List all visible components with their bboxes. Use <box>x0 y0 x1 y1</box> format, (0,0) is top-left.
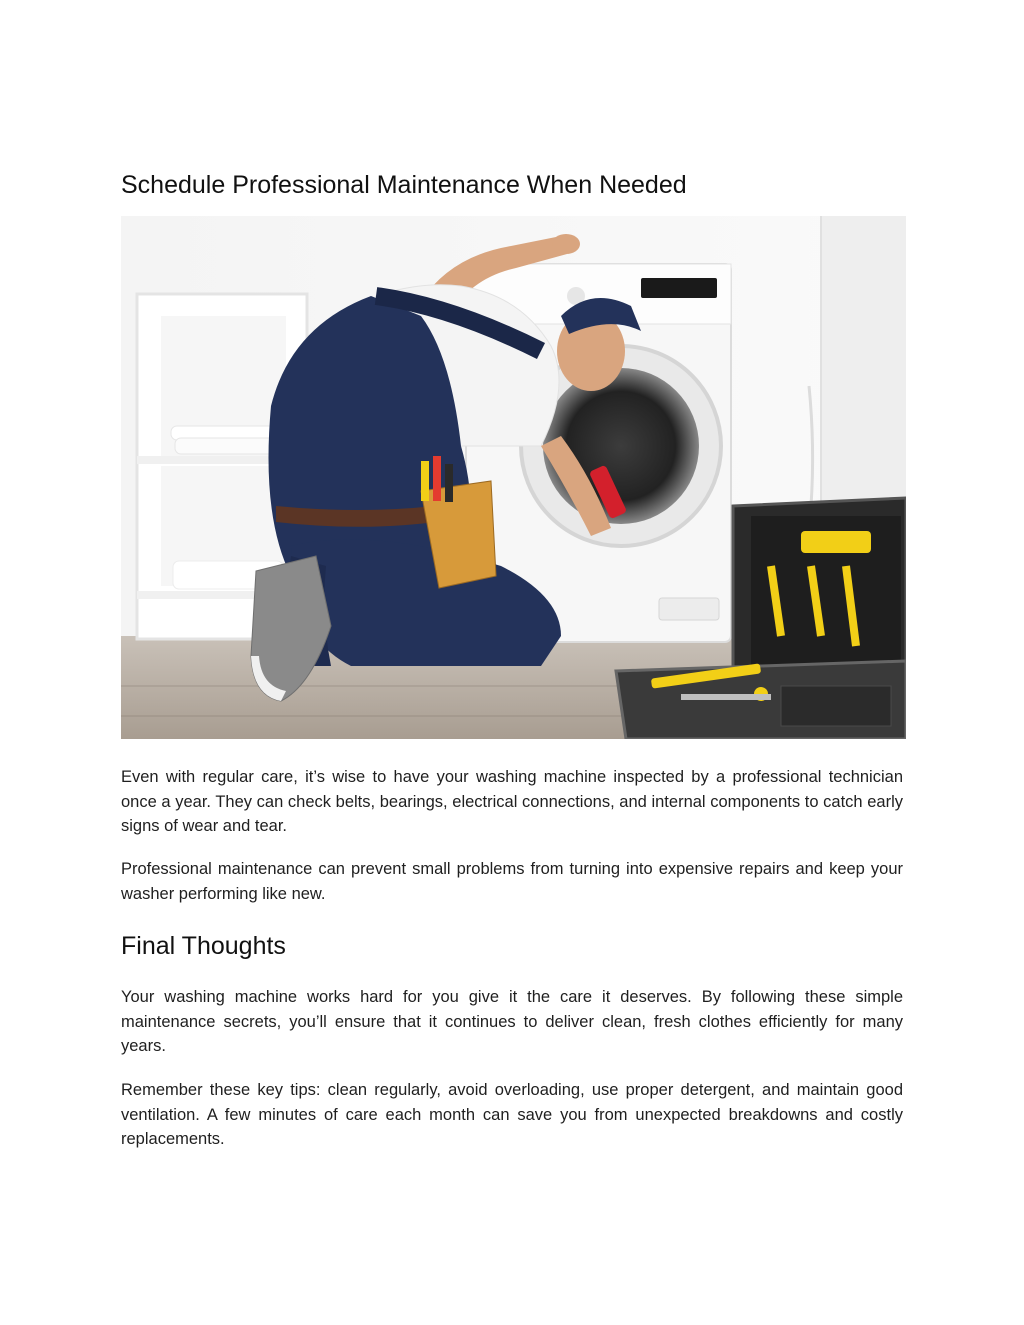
paragraph-prevent-repairs: Professional maintenance can prevent small problems from turning into expensive repairs and keep your washer performing like new. <box>121 860 903 903</box>
paragraph-professional-inspection: Even with regular care, it’s wise to have your washing machine inspected by a professional technician once a year. They can check belts, bearings, electrical connections, and internal components to catch early signs of wear and tear. <box>121 768 903 835</box>
section-heading-schedule-maintenance: Schedule Professional Maintenance When Needed <box>121 171 687 199</box>
technician-repairing-washer-image <box>121 216 906 739</box>
section-heading-final-thoughts: Final Thoughts <box>121 932 286 960</box>
paragraph-key-tips: Remember these key tips: clean regularly, avoid overloading, use proper detergent, and maintain good ventilation. A few minutes of care each month can save you from unexpected breakdowns and costly replacements. <box>121 1081 903 1148</box>
paragraph-care-it-deserves: Your washing machine works hard for you give it the care it deserves. By following these simple maintenance secrets, you’ll ensure that it continues to deliver clean, fresh clothes efficiently for many years. <box>121 988 903 1055</box>
